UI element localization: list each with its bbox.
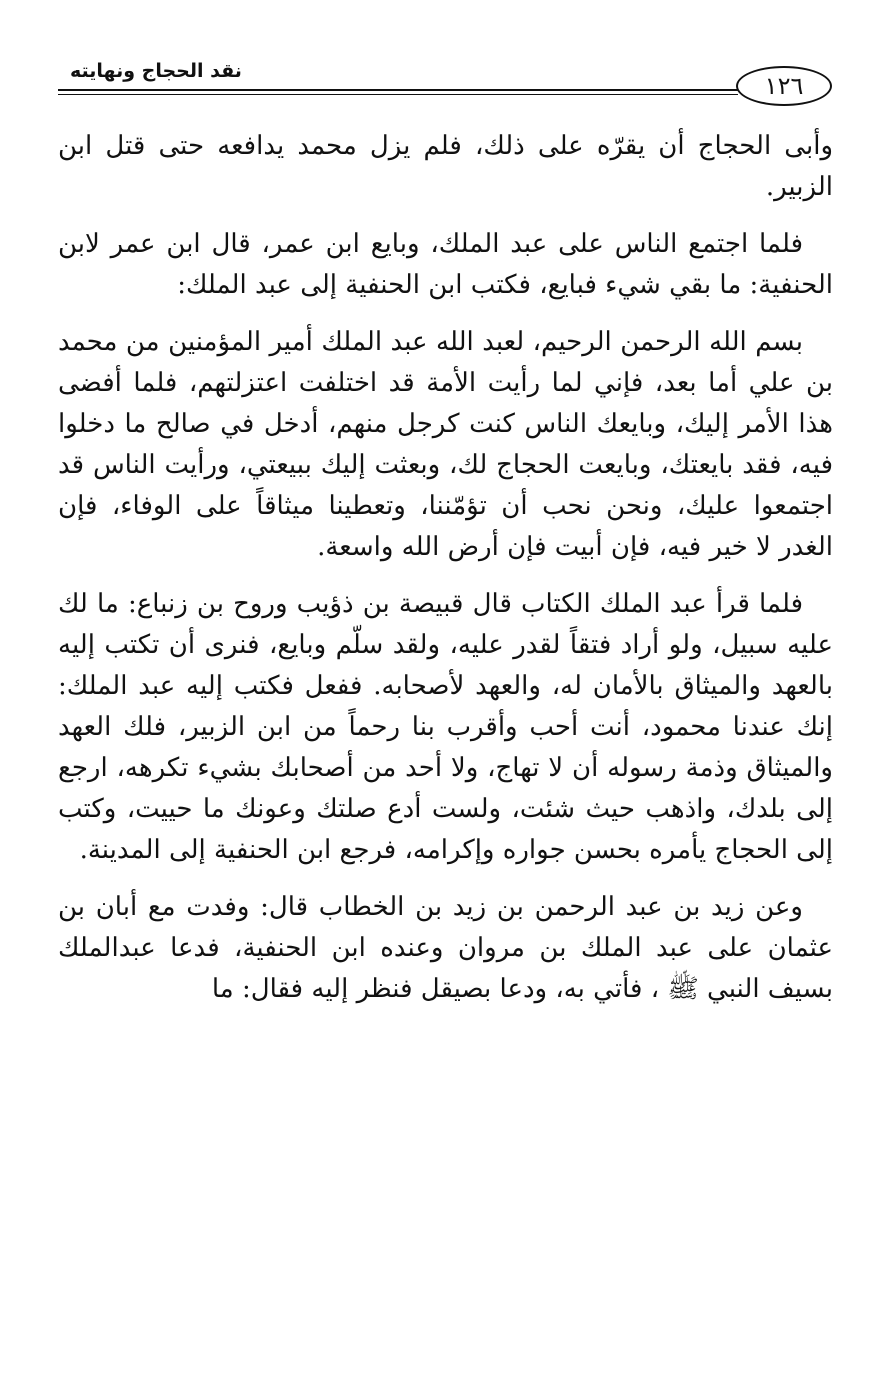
header-rule <box>58 89 738 91</box>
page-header <box>58 58 832 108</box>
paragraph: بسم الله الرحمن الرحيم، لعبد الله عبد الملك أمير المؤمنين من محمد بن علي أما بعد، فإني لما رأيت الأمة قد اختلفت اعتزلتهم، فلما أفضى هذا الأمر إليك، وبايعك الناس كنت كرجل منهم، أدخل في صالح ما دخلوا فيه، فقد بايعتك، وبايعت الحجاج لك، وبعثت إليك ببيعتي، ورأيت الناس قد اجتمعوا عليك، ونحن نحب أن تؤمّننا، وتعطينا ميثاقاً على الوفاء، فإن الغدر لا خير فيه، فإن أبيت فإن أرض الله واسعة. <box>58 327 833 562</box>
page-number: ١٢٦ <box>736 66 832 106</box>
paragraph: فلما قرأ عبد الملك الكتاب قال قبيصة بن ذؤيب وروح بن زنباع: ما لك عليه سبيل، ولو أراد فتقاً لقدر عليه، ولقد سلّم وبايع، فنرى أن تكتب إليه بالعهد والميثاق بالأمان له، والعهد لأصحابه. ففعل فكتب إليه عبد الملك: إنك عندنا محمود، أنت أحب وأقرب بنا رحماً من ابن الزبير، فلك العهد والميثاق وذمة رسوله أن لا تهاج، ولا أحد من أصحابك بشيء تكرهه، ارجع إلى بلدك، واذهب حيث شئت، ولست أدع صلتك وعونك ما حييت، وكتب إلى الحجاج يأمره بحسن جواره وإكرامه، فرجع ابن الحنفية إلى المدينة. <box>58 589 833 865</box>
paragraph: وعن زيد بن عبد الرحمن بن زيد بن الخطاب قال: وفدت مع أبان بن عثمان على عبد الملك بن مروان وعنده ابن الحنفية، فدعا عبدالملك بسيف النبي ﷺ ، فأتي به، ودعا بصيقل فنظر إليه فقال: ما <box>58 892 833 1004</box>
paragraph: فلما اجتمع الناس على عبد الملك، وبايع ابن عمر، قال ابن عمر لابن الحنفية: ما بقي شيء فبايع، فكتب ابن الحنفية إلى عبد الملك: <box>58 229 833 300</box>
paragraph: وأبى الحجاج أن يقرّه على ذلك، فلم يزل محمد يدافعه حتى قتل ابن الزبير. <box>58 131 833 202</box>
running-title: نقد الحجاج ونهايته <box>70 60 242 82</box>
header-rule-thin <box>58 94 738 95</box>
body-text <box>58 126 833 1026</box>
